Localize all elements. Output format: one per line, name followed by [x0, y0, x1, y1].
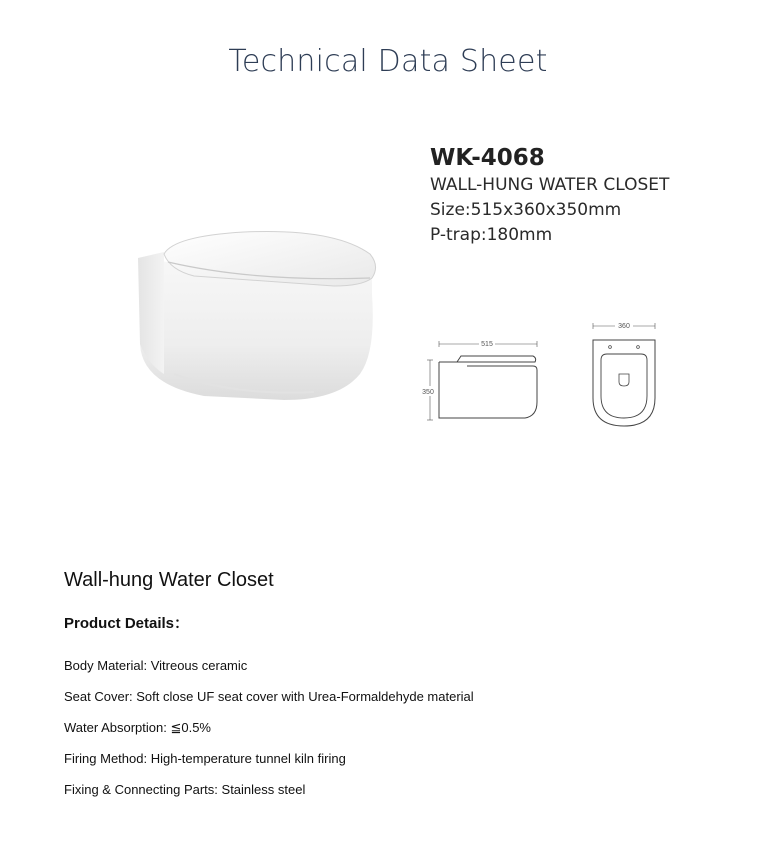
detail-body-material: Body Material: Vitreous ceramic — [64, 658, 248, 673]
page-title: Technical Data Sheet — [228, 44, 548, 79]
detail-water-absorption: Water Absorption: ≦0.5% — [64, 720, 211, 735]
product-name: WALL-HUNG WATER CLOSET — [430, 175, 670, 195]
product-size: Size:515x360x350mm — [430, 200, 622, 220]
side-width-label: 515 — [481, 341, 493, 348]
detail-seat-cover: Seat Cover: Soft close UF seat cover with Urea-Formaldehyde material — [64, 689, 474, 704]
top-width-label: 360 — [618, 323, 630, 330]
top-view-drawing — [583, 316, 663, 432]
model-number: WK-4068 — [430, 145, 545, 171]
section-title: Wall-hung Water Closet — [64, 569, 274, 591]
side-view-drawing — [417, 332, 547, 424]
product-photo — [134, 224, 384, 404]
detail-list — [64, 650, 744, 805]
detail-fixing-parts: Fixing & Connecting Parts: Stainless steel — [64, 782, 306, 797]
product-trap: P-trap:180mm — [430, 225, 553, 245]
detail-firing-method: Firing Method: High-temperature tunnel kiln firing — [64, 751, 346, 766]
details-heading: Product Details： — [64, 615, 190, 632]
side-height-label: 350 — [422, 389, 434, 396]
spec-block — [430, 143, 760, 248]
